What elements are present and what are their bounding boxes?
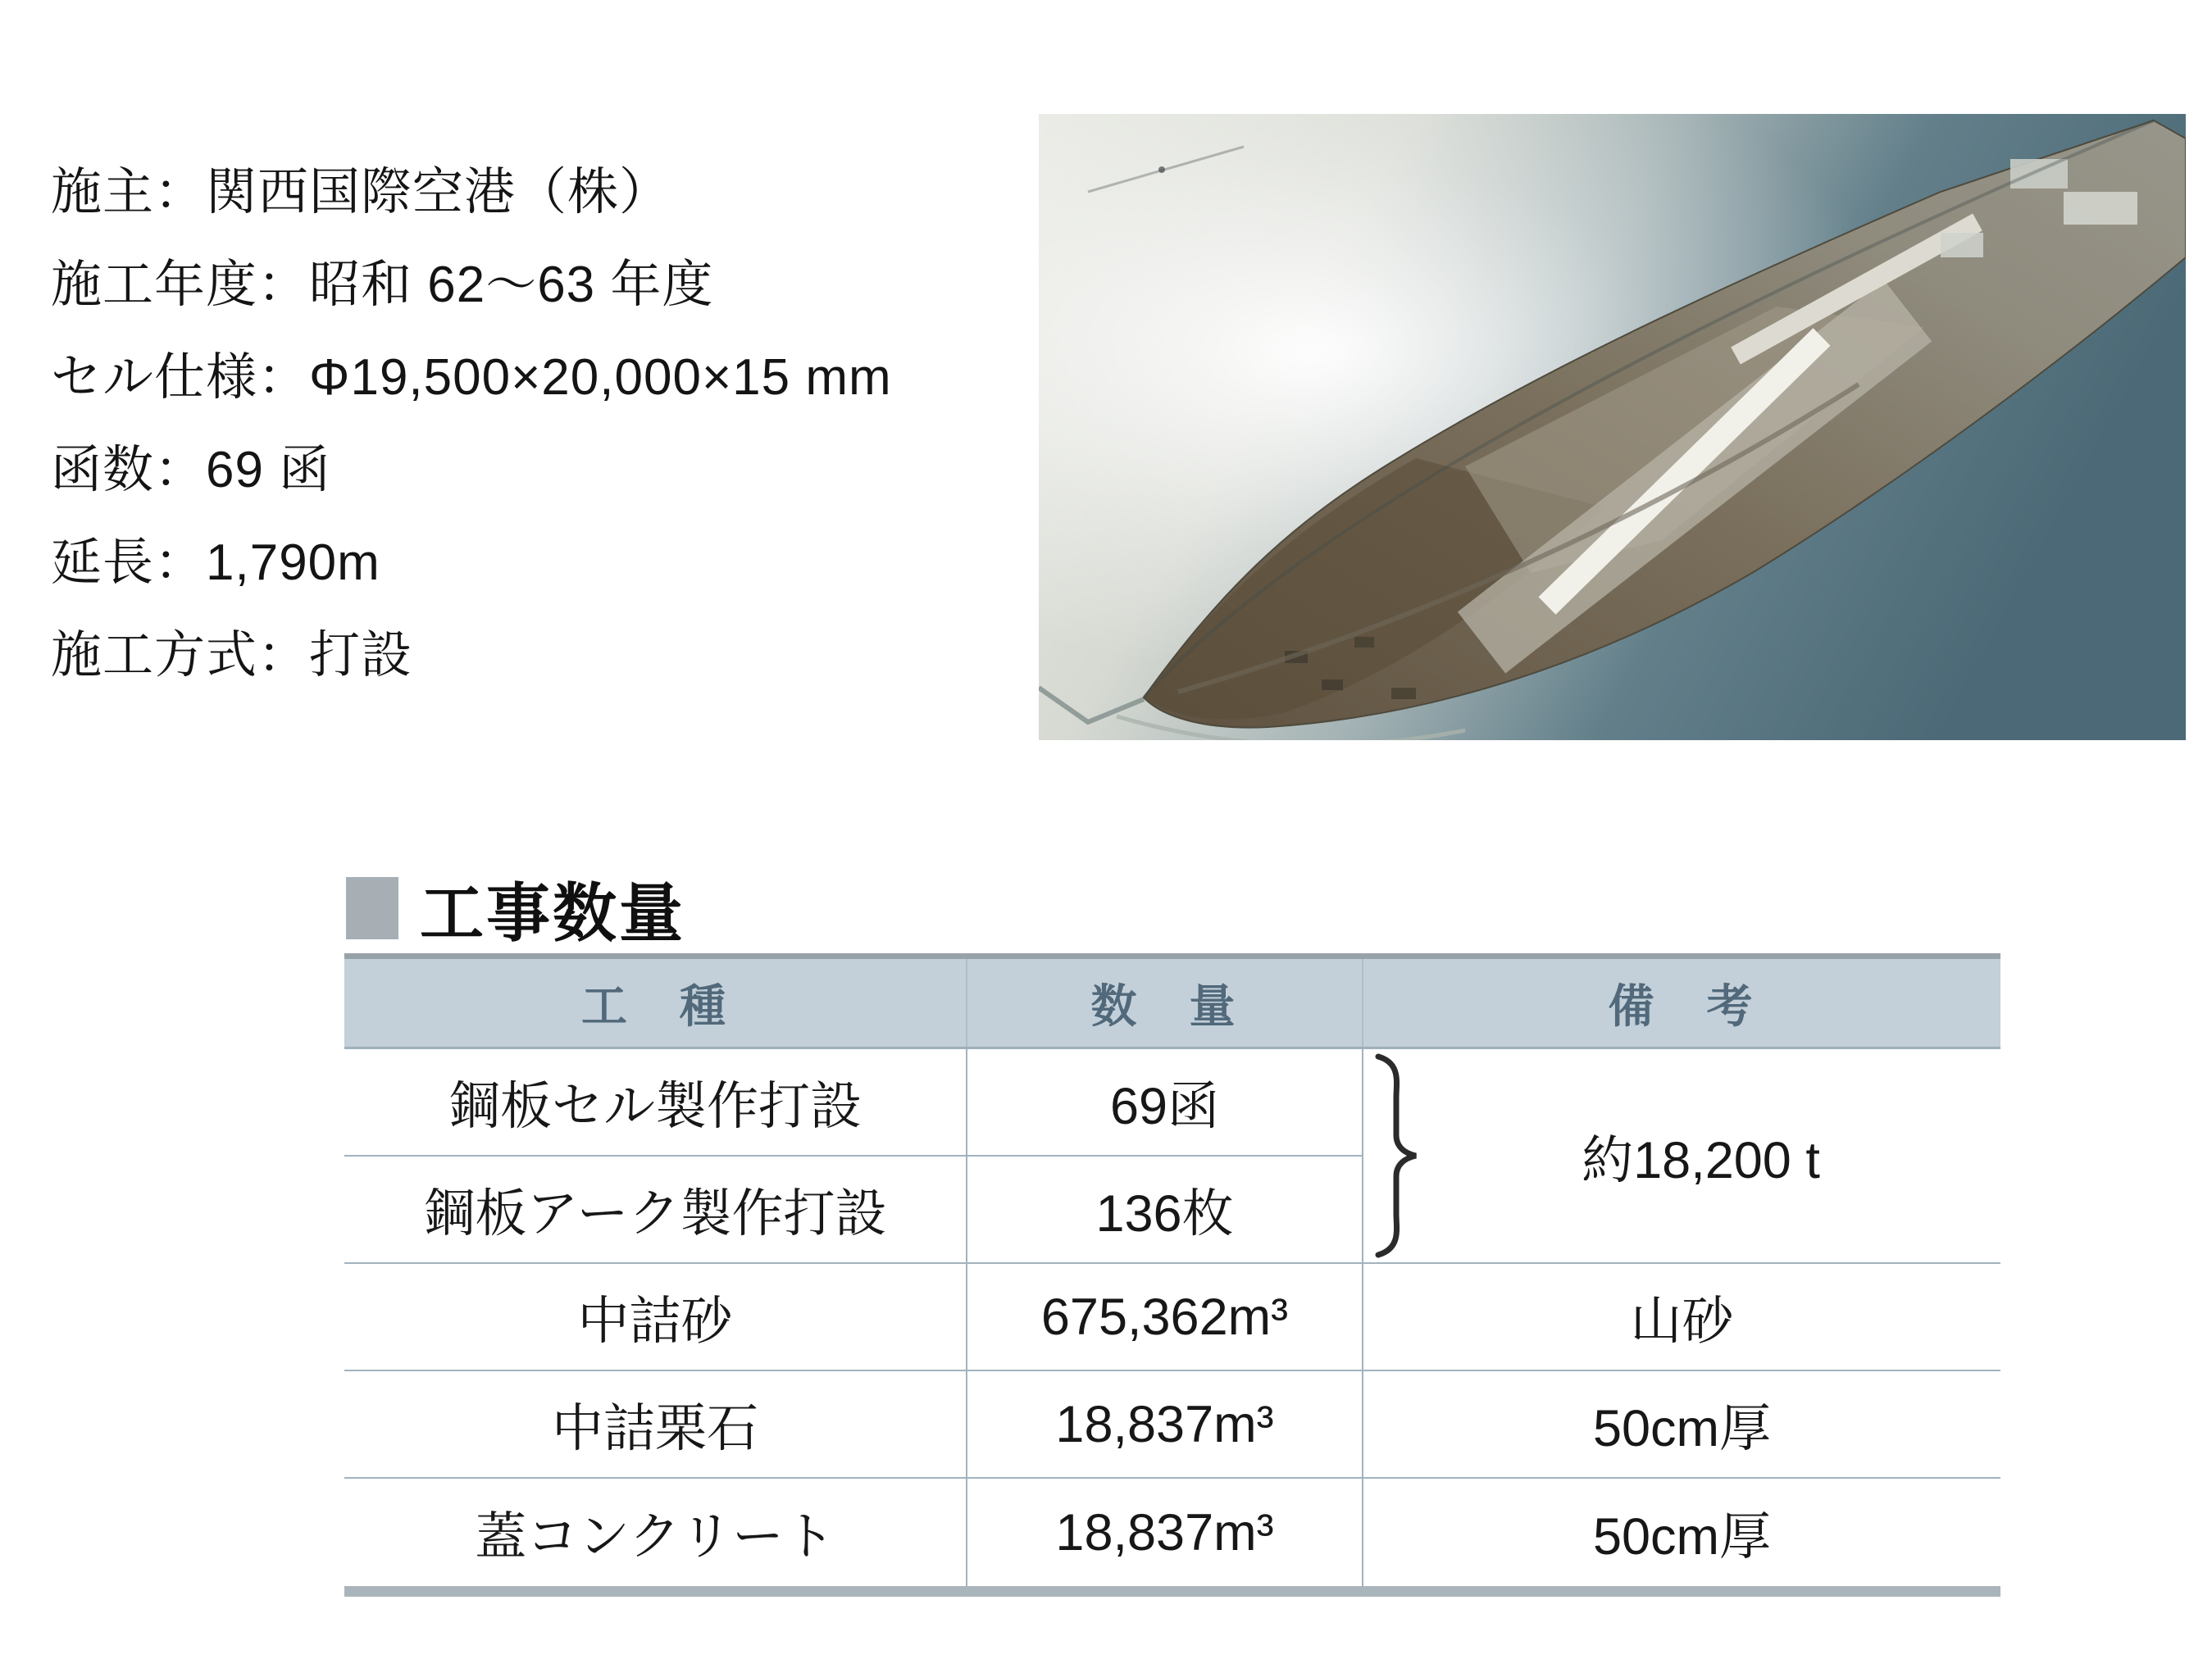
spec-cell-count: 函数：69 函 bbox=[51, 442, 331, 498]
site-structure bbox=[1354, 637, 1374, 648]
spec-total-length: 延長：1,790m bbox=[51, 534, 380, 591]
building-block bbox=[2064, 192, 2137, 225]
cell-remarks-3: 山砂 bbox=[1362, 1264, 2000, 1371]
brace-icon bbox=[1373, 1053, 1427, 1258]
section-title-text: 工事数量 bbox=[420, 877, 686, 949]
header-work-type: 工 種 bbox=[581, 979, 729, 1032]
boat-dot bbox=[1158, 166, 1165, 173]
cell-qty-1: 69函 bbox=[966, 1049, 1362, 1157]
header-quantity: 数 量 bbox=[966, 959, 1362, 1047]
spec-owner: 施主：関西国際空港（株） bbox=[51, 164, 671, 220]
spec-cell-dimensions: セル仕様：Φ19,500×20,000×15 mm bbox=[51, 349, 892, 406]
cell-remarks-merged bbox=[1362, 1049, 2000, 1264]
header-remarks: 備 考 bbox=[1362, 959, 2000, 1047]
cell-work-3: 中詰砂 bbox=[344, 1264, 966, 1371]
section-title bbox=[346, 862, 685, 954]
building-block bbox=[1941, 233, 1983, 257]
cell-qty-3: 675,362m³ bbox=[966, 1264, 1362, 1371]
building-block bbox=[2010, 159, 2068, 189]
quantities-table bbox=[344, 953, 2000, 1597]
cell-work-4: 中詰栗石 bbox=[344, 1371, 966, 1479]
airport-aerial-photo bbox=[1039, 114, 2186, 740]
cell-remarks-5: 50cm厚 bbox=[1362, 1479, 2000, 1586]
aerial-photo-graphic bbox=[1039, 114, 2186, 740]
site-structure bbox=[1391, 688, 1416, 699]
cell-remarks-4: 50cm厚 bbox=[1362, 1371, 2000, 1479]
spec-method: 施工方式：打設 bbox=[51, 627, 413, 684]
square-bullet-icon bbox=[346, 877, 398, 939]
cell-work-2: 鋼板アーク製作打設 bbox=[344, 1157, 966, 1264]
cell-qty-5: 18,837m³ bbox=[966, 1479, 1362, 1586]
cell-work-1: 鋼板セル製作打設 bbox=[344, 1049, 966, 1157]
cell-work-5: 蓋コンクリート bbox=[475, 1508, 835, 1566]
merged-remark-text: 約18,200 t bbox=[1582, 1131, 1820, 1189]
spec-construction-years: 施工年度：昭和 62〜63 年度 bbox=[51, 257, 714, 313]
table-header-row bbox=[344, 953, 2000, 1049]
table-body bbox=[344, 1049, 2000, 1586]
project-spec-list bbox=[51, 146, 892, 702]
cell-qty-2: 136枚 bbox=[966, 1157, 1362, 1264]
site-structure bbox=[1322, 680, 1343, 690]
table-bottom-band bbox=[344, 1586, 2000, 1597]
cell-qty-4: 18,837m³ bbox=[966, 1371, 1362, 1479]
